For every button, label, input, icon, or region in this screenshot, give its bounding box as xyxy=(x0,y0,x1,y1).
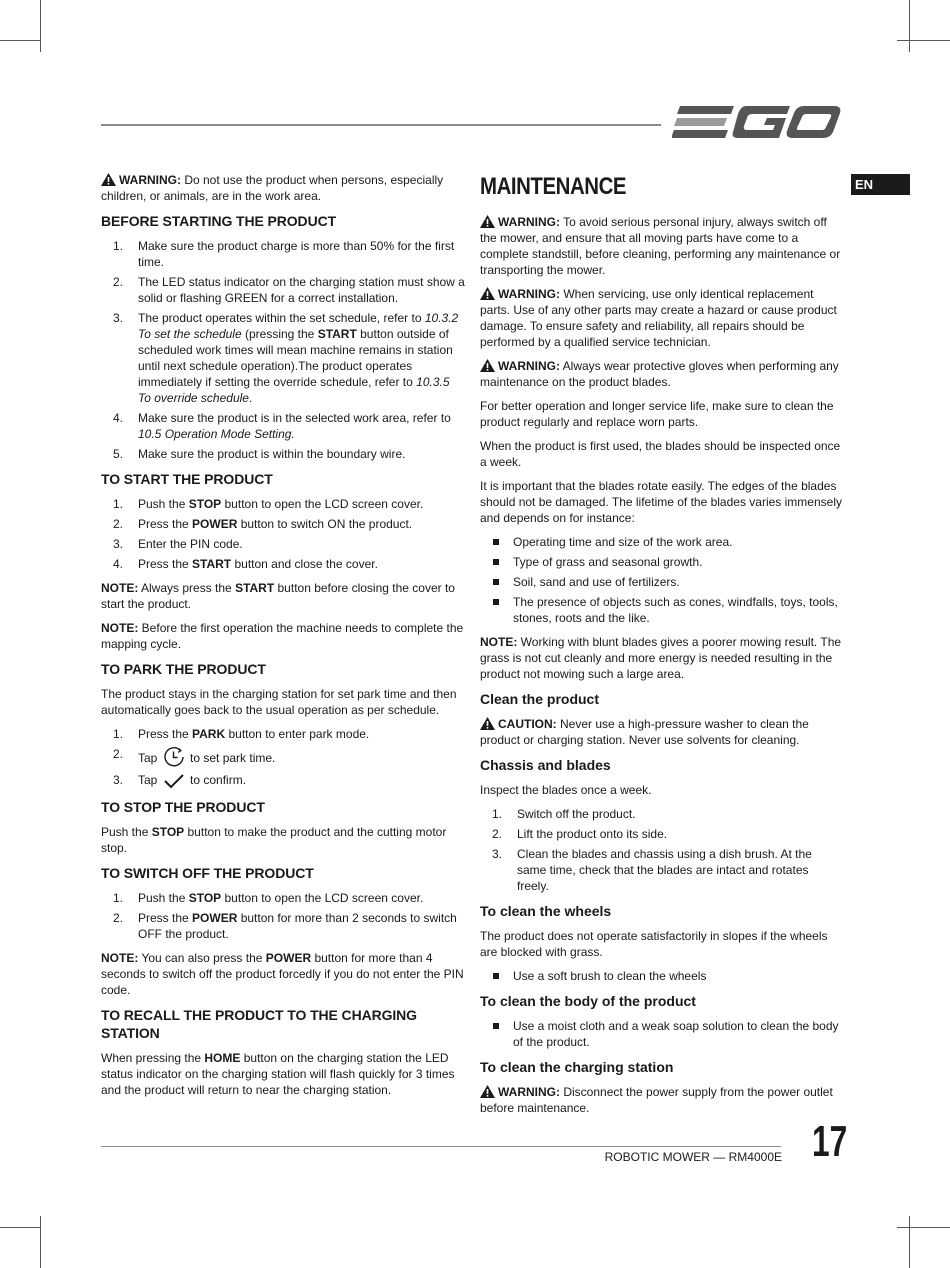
button-name: STOP xyxy=(188,891,222,905)
item-number: 1. xyxy=(113,239,124,253)
item-number: 1. xyxy=(113,497,124,511)
list-item xyxy=(101,772,465,790)
section-heading-before-starting: BEFORE STARTING THE PRODUCT xyxy=(101,213,337,229)
note-paragraph xyxy=(480,634,842,682)
list-item xyxy=(480,806,842,822)
crop-mark xyxy=(909,1216,910,1268)
bullet-text: Operating time and size of the work area. xyxy=(513,535,733,549)
stop-text: Push the xyxy=(101,825,152,839)
bullet-item xyxy=(480,554,842,570)
item-number: 2. xyxy=(113,911,124,925)
item-text: Enter the PIN code. xyxy=(138,537,243,551)
list-item xyxy=(480,846,842,894)
square-bullet xyxy=(493,1023,499,1029)
list-item xyxy=(101,556,465,572)
item-text: button to open the LCD screen cover. xyxy=(221,497,424,511)
body-paragraph: The product does not operate satisfactorily in slopes if the wheels are blocked with grass. xyxy=(480,929,828,959)
section-heading-stop: TO STOP THE PRODUCT xyxy=(101,799,265,815)
recall-text: button on the charging station the LED status indicator on the charging station will flash quickly for 3 times and the product will return to near the charging station. xyxy=(101,1051,455,1097)
recall-paragraph xyxy=(101,1050,465,1098)
item-text: Press the xyxy=(138,727,193,741)
item-text: button and close the cover. xyxy=(231,557,378,571)
item-text: Push the xyxy=(138,891,189,905)
note-label: NOTE: xyxy=(101,581,139,595)
crop-mark xyxy=(40,1216,41,1268)
page-number: 17 xyxy=(812,1117,848,1166)
warning-icon xyxy=(480,215,495,228)
cross-reference: 10.5 Operation Mode Setting. xyxy=(138,427,295,441)
button-name: STOP xyxy=(188,497,222,511)
note-paragraph xyxy=(101,950,465,998)
item-text: button for more than 2 seconds to switch OFF the product. xyxy=(138,911,457,941)
item-number: 1. xyxy=(492,807,503,821)
warning-icon xyxy=(480,287,495,300)
body-paragraph: Inspect the blades once a week. xyxy=(480,783,652,797)
warning-paragraph xyxy=(480,286,842,350)
warning-paragraph xyxy=(480,358,842,390)
recall-text: When pressing the xyxy=(101,1051,205,1065)
warning-text: To avoid serious personal injury, always switch off the mower, and ensure that all moving parts have come to a complete standstill, before cleaning, performing any maintenance or transporting the mower. xyxy=(480,215,841,277)
item-text: button outside of scheduled work times will mean machine remains in station until next schedule operation).The product operates immediately if setting the override schedule, refer to xyxy=(138,327,453,389)
note-paragraph xyxy=(101,620,465,652)
body-list xyxy=(480,1018,842,1050)
note-text: button for more than 4 seconds to switch off the product forcedly if you do not enter the PIN code. xyxy=(101,951,464,997)
warning-label: WARNING: xyxy=(498,1085,560,1099)
right-column xyxy=(480,172,842,1124)
list-item xyxy=(101,910,465,942)
item-text: Press the xyxy=(138,517,193,531)
warning-text: When servicing, use only identical replacement parts. Use of any other parts may create a hazard or cause product damage. To ensure safety and reliability, all repairs should be performed by a qualified service technician. xyxy=(480,287,837,349)
item-text: Make sure the product is in the selected work area, refer to xyxy=(138,411,451,425)
list-item xyxy=(101,890,465,906)
body-paragraph: For better operation and longer service life, make sure to clean the product regularly and replace worn parts. xyxy=(480,399,834,429)
button-name: STOP xyxy=(151,825,185,839)
park-list xyxy=(101,726,465,790)
body-paragraph: It is important that the blades rotate easily. The edges of the blades should not be damaged. The lifetime of the blades varies immensely and depends on for instance: xyxy=(480,479,842,525)
list-item xyxy=(101,746,465,768)
item-text: to set park time. xyxy=(186,751,276,765)
warning-icon xyxy=(480,359,495,372)
item-text: The LED status indicator on the charging station must show a solid or flashing GREEN for a correct installation. xyxy=(138,275,465,305)
item-text: Tap xyxy=(138,773,161,787)
item-number: 2. xyxy=(492,827,503,841)
item-text: Clean the blades and chassis using a dish brush. At the same time, check that the blades are intact and rotates freely. xyxy=(517,847,812,893)
subheading-clean-body: To clean the body of the product xyxy=(480,993,696,1009)
square-bullet xyxy=(493,539,499,545)
list-item xyxy=(101,274,465,306)
button-name: POWER xyxy=(265,951,312,965)
item-number: 2. xyxy=(113,747,124,761)
item-number: 3. xyxy=(113,311,124,325)
item-text: button to enter park mode. xyxy=(225,727,370,741)
item-number: 3. xyxy=(113,537,124,551)
warning-paragraph xyxy=(480,214,842,278)
item-text: Switch off the product. xyxy=(517,807,636,821)
subheading-chassis-blades: Chassis and blades xyxy=(480,757,611,773)
item-number: 3. xyxy=(113,773,124,787)
note-label: NOTE: xyxy=(101,621,139,635)
crop-mark xyxy=(0,1227,40,1228)
note-paragraph xyxy=(101,580,465,612)
cross-reference: 10.3.5 To override schedule xyxy=(138,375,450,405)
item-number: 1. xyxy=(113,727,124,741)
bullet-item xyxy=(480,968,842,984)
bullet-item xyxy=(480,594,842,626)
cross-reference: 10.3.2 To set the schedule xyxy=(138,311,459,341)
crop-mark xyxy=(0,40,40,41)
item-text: button to switch ON the product. xyxy=(237,517,413,531)
maintenance-title: MAINTENANCE xyxy=(480,173,627,200)
button-name: POWER xyxy=(192,911,238,925)
note-label: NOTE: xyxy=(480,635,518,649)
item-text: (pressing the xyxy=(241,327,318,341)
section-heading-switch-off: TO SWITCH OFF THE PRODUCT xyxy=(101,865,314,881)
checkmark-icon xyxy=(163,772,185,790)
warning-label: WARNING: xyxy=(498,359,560,373)
button-name: POWER xyxy=(192,517,238,531)
warning-label: WARNING: xyxy=(498,287,560,301)
square-bullet xyxy=(493,579,499,585)
crop-mark xyxy=(40,0,41,52)
button-name: START xyxy=(235,581,275,595)
crop-mark xyxy=(897,40,950,41)
item-text: Lift the product onto its side. xyxy=(517,827,668,841)
subheading-clean-station: To clean the charging station xyxy=(480,1059,674,1075)
note-text: button before closing the cover to start the product. xyxy=(101,581,455,611)
bullet-text: Use a moist cloth and a weak soap solution to clean the body of the product. xyxy=(513,1019,839,1049)
item-number: 5. xyxy=(113,447,124,461)
footer-rule xyxy=(101,1146,781,1147)
list-item xyxy=(101,496,465,512)
list-item xyxy=(101,446,465,462)
warning-label: WARNING: xyxy=(119,173,181,187)
item-text: Press the xyxy=(138,911,193,925)
language-tab: EN xyxy=(851,174,910,195)
warning-text: Always wear protective gloves when performing any maintenance on the product blades. xyxy=(480,359,839,389)
list-item xyxy=(101,536,465,552)
switch-off-list xyxy=(101,890,465,942)
note-label: NOTE: xyxy=(101,951,139,965)
warning-label: WARNING: xyxy=(498,215,560,229)
chassis-steps-list xyxy=(480,806,842,894)
clock-icon xyxy=(163,746,185,768)
item-number: 2. xyxy=(113,275,124,289)
caution-paragraph xyxy=(480,716,842,748)
item-text: Make sure the product is within the boundary wire. xyxy=(138,447,406,461)
square-bullet xyxy=(493,599,499,605)
item-number: 4. xyxy=(113,557,124,571)
wheels-list xyxy=(480,968,842,984)
button-name: PARK xyxy=(192,727,226,741)
list-item xyxy=(101,410,465,442)
item-text: to confirm. xyxy=(186,773,247,787)
square-bullet xyxy=(493,973,499,979)
section-heading-recall: TO RECALL THE PRODUCT TO THE CHARGING STATION xyxy=(101,1007,417,1041)
item-text: Push the xyxy=(138,497,189,511)
item-number: 1. xyxy=(113,891,124,905)
start-list xyxy=(101,496,465,572)
item-text: The product operates within the set schedule, refer to xyxy=(138,311,425,325)
item-text: button to open the LCD screen cover. xyxy=(221,891,424,905)
note-text: Always press the xyxy=(138,581,236,595)
warning-paragraph xyxy=(101,172,465,204)
bullet-item xyxy=(480,574,842,590)
item-text: Make sure the product charge is more than 50% for the first time. xyxy=(138,239,455,269)
bullet-item xyxy=(480,534,842,550)
warning-icon xyxy=(480,1085,495,1098)
subheading-clean-wheels: To clean the wheels xyxy=(480,903,612,919)
list-item xyxy=(101,726,465,742)
item-number: 4. xyxy=(113,411,124,425)
footer-model: ROBOTIC MOWER — RM4000E xyxy=(604,1150,782,1164)
stop-text: button to make the product and the cutting motor stop. xyxy=(101,825,447,855)
crop-mark xyxy=(897,1227,950,1228)
button-name: START xyxy=(317,327,357,341)
park-intro: The product stays in the charging station for set park time and then automatically goes back to the usual operation as per schedule. xyxy=(101,687,457,717)
ego-logo xyxy=(672,104,842,147)
bullet-text: Type of grass and seasonal growth. xyxy=(513,555,703,569)
warning-icon xyxy=(101,173,116,186)
warning-text: Do not use the product when persons, especially children, or animals, are in the work area. xyxy=(101,173,444,203)
button-name: HOME xyxy=(204,1051,241,1065)
blade-factors-list xyxy=(480,534,842,626)
bullet-text: The presence of objects such as cones, windfalls, toys, tools, stones, roots and the like. xyxy=(513,595,838,625)
list-item xyxy=(101,238,465,270)
item-text: Tap xyxy=(138,751,161,765)
subheading-clean-product: Clean the product xyxy=(480,691,600,707)
caution-text: Never use a high-pressure washer to clean the product or charging station. Never use solvents for cleaning. xyxy=(480,717,809,747)
stop-paragraph xyxy=(101,824,465,856)
header-rule xyxy=(101,124,661,126)
list-item xyxy=(101,516,465,532)
warning-paragraph xyxy=(480,1084,842,1116)
note-text: Working with blunt blades gives a poorer mowing result. The grass is not cut cleanly and more energy is needed resulting in the product not mowing such a large area. xyxy=(480,635,842,681)
note-text: Before the first operation the machine needs to complete the mapping cycle. xyxy=(101,621,464,651)
square-bullet xyxy=(493,559,499,565)
bullet-item xyxy=(480,1018,842,1050)
warning-text: Disconnect the power supply from the power outlet before maintenance. xyxy=(480,1085,833,1115)
bullet-text: Soil, sand and use of fertilizers. xyxy=(513,575,680,589)
body-paragraph: When the product is first used, the blades should be inspected once a week. xyxy=(480,439,841,469)
section-heading-park: TO PARK THE PRODUCT xyxy=(101,661,266,677)
crop-mark xyxy=(909,0,910,52)
bullet-text: Use a soft brush to clean the wheels xyxy=(513,969,707,983)
item-text: . xyxy=(248,391,253,405)
note-text: You can also press the xyxy=(138,951,266,965)
section-heading-start: TO START THE PRODUCT xyxy=(101,471,273,487)
list-item xyxy=(480,826,842,842)
caution-icon xyxy=(480,717,495,730)
item-number: 3. xyxy=(492,847,503,861)
item-number: 2. xyxy=(113,517,124,531)
button-name: START xyxy=(192,557,232,571)
left-column xyxy=(101,172,465,1106)
item-text: Press the xyxy=(138,557,193,571)
list-item xyxy=(101,310,465,406)
caution-label: CAUTION: xyxy=(498,717,557,731)
before-starting-list xyxy=(101,238,465,462)
